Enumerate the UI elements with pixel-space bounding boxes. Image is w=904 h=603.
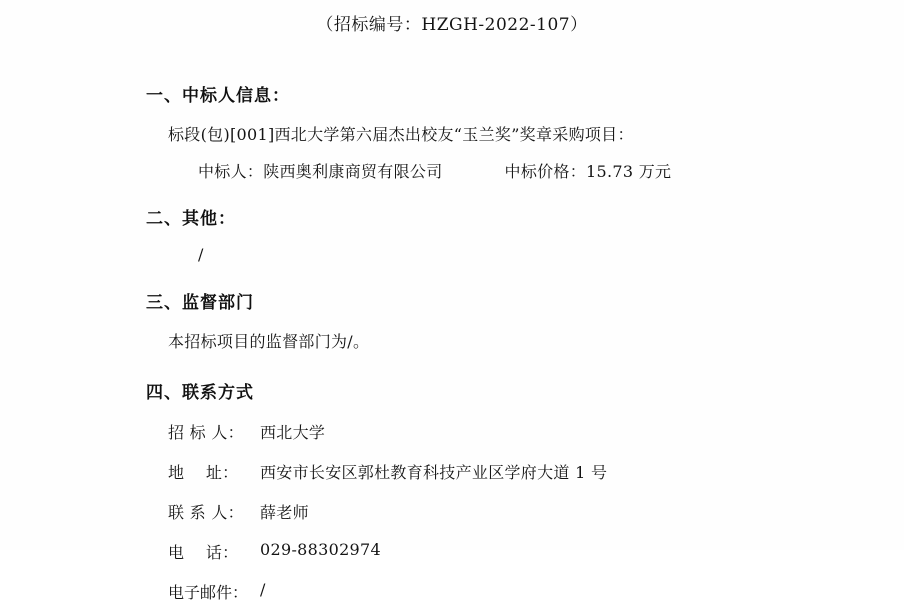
section-heading-other: 二、其他： bbox=[146, 209, 236, 229]
winner-lot-line: 标段(包)[001]西北大学第六届杰出校友“玉兰奖”奖章采购项目： bbox=[168, 125, 634, 144]
contact-label: 地 址： bbox=[168, 463, 239, 482]
contact-value: 西安市长安区郭杜教育科技产业区学府大道 1 号 bbox=[260, 463, 608, 482]
section-heading-supervision: 三、监督部门 bbox=[146, 293, 254, 313]
winner-price-row bbox=[146, 159, 844, 182]
bid-number-line: （招标编号：HZGH-2022-107） bbox=[316, 15, 588, 35]
contact-value: 029-88302974 bbox=[260, 540, 381, 559]
contact-value: / bbox=[260, 580, 266, 599]
document-body bbox=[0, 81, 904, 603]
contact-label: 联 系 人： bbox=[168, 503, 244, 522]
contact-label: 招 标 人： bbox=[168, 423, 244, 442]
section-heading-winner: 一、中标人信息： bbox=[146, 86, 290, 106]
contact-row bbox=[146, 420, 844, 443]
supervision-content: 本招标项目的监督部门为/。 bbox=[168, 332, 370, 351]
contact-row bbox=[146, 580, 844, 603]
contact-value: 薛老师 bbox=[260, 503, 309, 522]
contact-row bbox=[146, 500, 844, 523]
contact-label: 电 话： bbox=[168, 543, 239, 562]
section-heading-contact: 四、联系方式 bbox=[146, 383, 254, 403]
contact-row bbox=[146, 540, 844, 563]
winner-price: 中标价格：15.73 万元 bbox=[504, 162, 672, 181]
other-content: / bbox=[198, 245, 204, 264]
contact-row bbox=[146, 460, 844, 483]
contact-list bbox=[146, 420, 844, 603]
contact-label: 电子邮件： bbox=[168, 583, 249, 602]
contact-value: 西北大学 bbox=[260, 423, 326, 442]
winner-name: 中标人：陕西奥利康商贸有限公司 bbox=[198, 162, 443, 181]
